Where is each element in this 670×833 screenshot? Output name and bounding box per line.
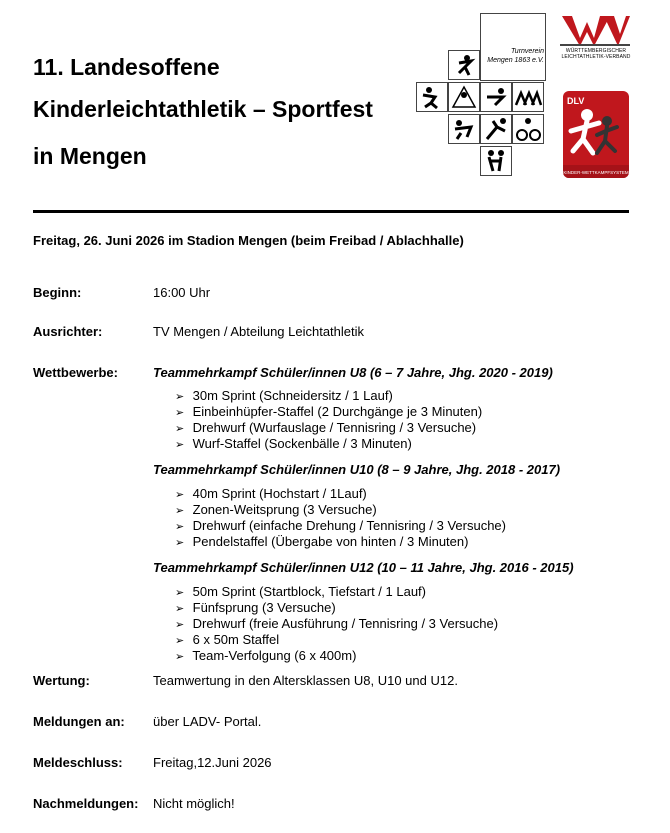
basketball-pictogram-icon xyxy=(480,146,512,176)
bullet-arrow-icon: ➢ xyxy=(175,603,185,615)
nachmeldungen-label: Nachmeldungen: xyxy=(33,796,139,811)
nachmeldungen-value: Nicht möglich! xyxy=(153,796,235,811)
list-item: ➢ Zonen-Weitsprung (3 Versuche) xyxy=(175,502,377,517)
dlv-logo-text: DLV xyxy=(567,96,585,106)
list-item: ➢ 40m Sprint (Hochstart / 1Lauf) xyxy=(175,486,367,501)
wertung-value: Teamwertung in den Altersklassen U8, U10 und U12. xyxy=(153,673,458,688)
cyclist-pictogram-icon xyxy=(512,114,544,144)
tv-logo-line-1: Turnverein xyxy=(511,48,544,55)
athlete-pictogram-icon xyxy=(448,50,480,80)
meldungen-value: über LADV- Portal. xyxy=(153,714,262,729)
beginn-value: 16:00 Uhr xyxy=(153,285,211,300)
gymnast-pictogram-icon xyxy=(448,82,480,112)
meldeschluss-label: Meldeschluss: xyxy=(33,755,123,770)
bullet-arrow-icon: ➢ xyxy=(175,489,185,501)
bullet-arrow-icon: ➢ xyxy=(175,521,185,533)
bullet-arrow-icon: ➢ xyxy=(175,505,185,517)
list-item: ➢ Wurf-Staffel (Sockenbälle / 3 Minuten) xyxy=(175,436,412,451)
competition-title-u10: Teammehrkampf Schüler/innen U10 (8 – 9 Jahre, Jhg. 2018 - 2017) xyxy=(153,462,561,477)
list-item: ➢ Drehwurf (Wurfauslage / Tennisring / 3 Versuche) xyxy=(175,420,477,435)
dlv-logo-subtitle: KINDER-WETTKAMPFSYSTEM xyxy=(563,170,629,175)
beginn-label: Beginn: xyxy=(33,285,82,300)
tv-logo-text xyxy=(482,47,544,65)
list-item: ➢ 6 x 50m Staffel xyxy=(175,632,280,647)
wlv-logo-mark-icon xyxy=(560,14,630,48)
list-item: ➢ Pendelstaffel (Übergabe von hinten / 3 Minuten) xyxy=(175,534,469,549)
competition-title-u8: Teammehrkampf Schüler/innen U8 (6 – 7 Jahre, Jhg. 2020 - 2019) xyxy=(153,365,553,380)
ausrichter-value: TV Mengen / Abteilung Leichtathletik xyxy=(153,324,365,339)
bullet-arrow-icon: ➢ xyxy=(175,537,185,549)
bullet-arrow-icon: ➢ xyxy=(175,423,185,435)
list-item: ➢ Einbeinhüpfer-Staffel (2 Durchgänge je 3 Minuten) xyxy=(175,404,483,419)
list-item: ➢ Fünfsprung (3 Versuche) xyxy=(175,600,336,615)
wettbewerbe-label: Wettbewerbe: xyxy=(33,365,118,380)
bullet-arrow-icon: ➢ xyxy=(175,391,185,403)
wertung-label: Wertung: xyxy=(33,673,90,688)
competition-title-u12: Teammehrkampf Schüler/innen U12 (10 – 11 Jahre, Jhg. 2016 - 2015) xyxy=(153,560,574,575)
swimmer-pictogram-icon xyxy=(480,82,512,112)
list-item: ➢ Drehwurf (freie Ausführung / Tennisring / 3 Versuche) xyxy=(175,616,499,631)
dlv-kinder-logo xyxy=(563,91,629,178)
runner-pictogram-icon xyxy=(416,82,448,112)
martial-arts-pictogram-icon xyxy=(448,114,480,144)
page-title-line-1: 11. Landesoffene xyxy=(33,54,220,80)
team-pictogram-icon xyxy=(512,82,544,112)
page-title-line-2: Kinderleichtathletik – Sportfest xyxy=(33,96,373,122)
meldungen-label: Meldungen an: xyxy=(33,714,125,729)
event-date-location: Freitag, 26. Juni 2026 im Stadion Mengen (beim Freibad / Ablachhalle) xyxy=(33,233,464,248)
bullet-arrow-icon: ➢ xyxy=(175,407,185,419)
bullet-arrow-icon: ➢ xyxy=(175,619,185,631)
bullet-arrow-icon: ➢ xyxy=(175,635,185,647)
list-item: ➢ Drehwurf (einfache Drehung / Tennisring / 3 Versuche) xyxy=(175,518,506,533)
bullet-arrow-icon: ➢ xyxy=(175,439,185,451)
page-title-line-3: in Mengen xyxy=(33,143,147,169)
wlv-subtitle-line-2: LEICHTATHLETIK-VERBAND xyxy=(561,54,631,60)
dlv-children-running-icon xyxy=(563,91,629,178)
tv-logo-line-2: Mengen 1863 e.V. xyxy=(487,57,544,64)
wlv-subtitle xyxy=(560,48,632,60)
ausrichter-label: Ausrichter: xyxy=(33,324,103,339)
bullet-arrow-icon: ➢ xyxy=(175,651,185,663)
meldeschluss-value: Freitag,12.Juni 2026 xyxy=(153,755,272,770)
header-divider xyxy=(33,210,629,213)
handball-pictogram-icon xyxy=(480,114,512,144)
wlv-subtitle-line-1: WÜRTTEMBERGISCHER xyxy=(565,48,627,54)
list-item: ➢ 30m Sprint (Schneidersitz / 1 Lauf) xyxy=(175,388,393,403)
list-item: ➢ Team-Verfolgung (6 x 400m) xyxy=(175,648,357,663)
bullet-arrow-icon: ➢ xyxy=(175,587,185,599)
list-item: ➢ 50m Sprint (Startblock, Tiefstart / 1 Lauf) xyxy=(175,584,426,599)
